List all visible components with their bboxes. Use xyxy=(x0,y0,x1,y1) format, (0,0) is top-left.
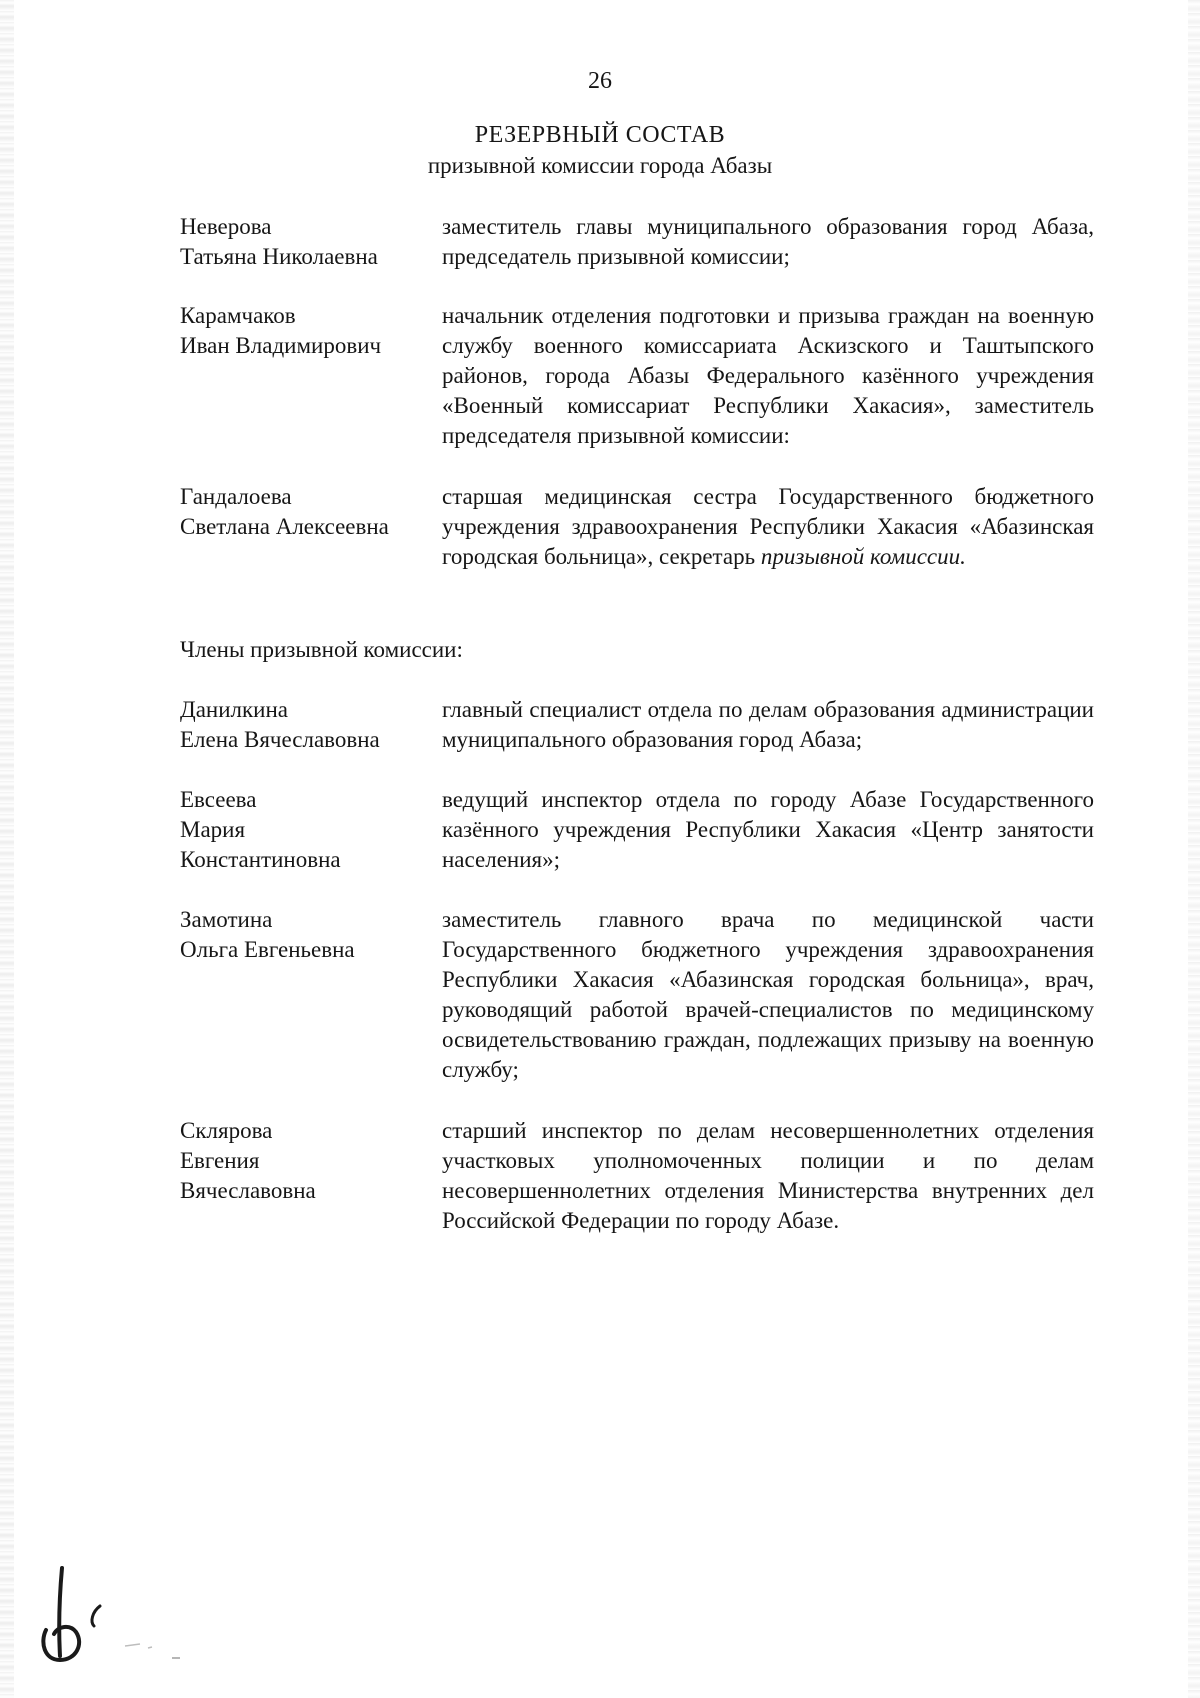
person-name-line: Замотина xyxy=(180,907,273,932)
person-name-line: Мария xyxy=(180,817,246,842)
person-name xyxy=(180,482,440,542)
person-name-line: Ольга Евгеньевна xyxy=(180,937,355,962)
person-surname: Гандалоева xyxy=(180,484,292,509)
handwritten-signature xyxy=(30,1560,180,1670)
person-role: главный специалист отдела по делам образования администрации муниципального образования город Абаза; xyxy=(442,697,1094,752)
person-name-line: Елена Вячеславовна xyxy=(180,727,380,752)
scan-edge-left xyxy=(0,0,14,1698)
person-name-line: Евсеева xyxy=(180,787,257,812)
person-given-name: Светлана Алексеевна xyxy=(180,514,389,539)
person-name xyxy=(180,212,440,272)
person-role-text: старшая медицинская сестра Государственного бюджетного учреждения здравоохранения Республики Хакасия «Абазинская городская больница», секретарь xyxy=(442,484,1094,569)
person-name xyxy=(180,905,440,965)
person-name xyxy=(180,695,440,755)
document-title: РЕЗЕРВНЫЙ СОСТАВ xyxy=(474,122,726,148)
person-name xyxy=(180,1116,440,1206)
person-role xyxy=(442,482,1094,572)
members-heading: Члены призывной комиссии: xyxy=(180,637,463,662)
person-given-name: Иван Владимирович xyxy=(180,333,382,358)
document-subtitle: призывной комиссии города Абазы xyxy=(427,153,773,178)
person-role: заместитель главного врача по медицинской части Государственного бюджетного учреждения здравоохранения Республики Хакасия «Абазинская городская больница», врач, руководящий работой врачей-специалистов по медицинскому освидетельствованию граждан, подлежащих призыву на военную службу; xyxy=(442,907,1094,1082)
person-surname: Неверова xyxy=(180,214,272,239)
person-name xyxy=(180,785,440,875)
person-name-line: Данилкина xyxy=(180,697,288,722)
person-name-line: Вячеславовна xyxy=(180,1178,316,1203)
person-name-line: Склярова xyxy=(180,1118,273,1143)
person-role-italic: призывной комиссии. xyxy=(760,544,966,569)
person-surname: Карамчаков xyxy=(180,303,296,328)
person-role: начальник отделения подготовки и призыва граждан на военную службу военного комиссариата Аскизского и Таштыпского районов, города Абазы Федерального казённого учреждения «Военный комиссариат Республики Хакасия», заместитель председателя призывной комиссии: xyxy=(442,303,1094,448)
person-role: ведущий инспектор отдела по городу Абазе Государственного казённого учреждения Республики Хакасия «Центр занятости населения»; xyxy=(442,787,1094,872)
person-role: старший инспектор по делам несовершеннолетних отделения участковых уполномоченных полиции и по делам несовершеннолетних отделения Министерства внутренних дел Российской Федерации по городу Абазе. xyxy=(442,1118,1094,1233)
page-number: 26 xyxy=(588,68,612,94)
person-name xyxy=(180,301,440,361)
person-name-line: Константиновна xyxy=(180,847,341,872)
person-role: заместитель главы муниципального образования город Абаза, председатель призывной комиссии; xyxy=(442,214,1094,269)
person-name-line: Евгения xyxy=(180,1148,260,1173)
person-given-name: Татьяна Николаевна xyxy=(180,244,378,269)
scan-edge-right xyxy=(1188,0,1200,1698)
